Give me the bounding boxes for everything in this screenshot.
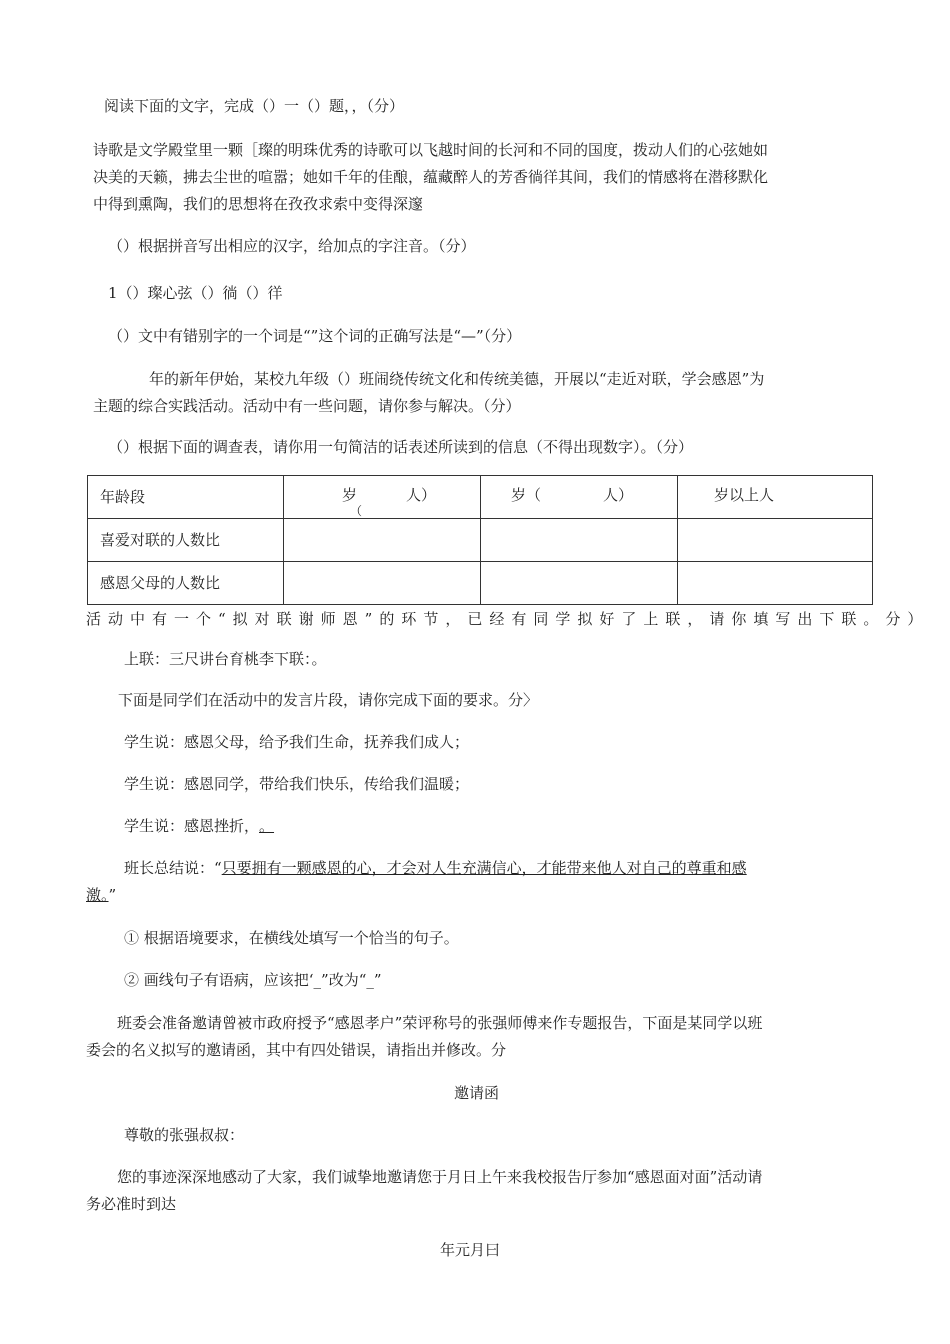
answer-blank[interactable]: 。 — [259, 817, 275, 835]
table-header-cell: 岁（ — [511, 486, 542, 504]
underlined-sentence: 激。 — [86, 886, 109, 904]
monitor-summary-cont — [86, 885, 116, 905]
activity-intro-line: 年的新年伊始，某校九年级（）班闹绕传统文化和传统美德，开展以“走近对联，学会感恩”为 — [149, 370, 765, 388]
passage-line: 决美的天籁，拂去尘世的喧嚣；她如千年的佳酿，蕴藏醉人的芳香徜徉其间，我们的情感将在潜移默化 — [93, 168, 769, 186]
passage-line: 中得到熏陶，我们的思想将在孜孜求索中变得深邃 — [93, 195, 424, 213]
table-cell — [481, 519, 678, 562]
question-4: 活动中有一个“拟对联谢师恩”的环节，已经有同学拟好了上联，请你填写出下联。分） — [86, 610, 930, 628]
invitation-body: 务必准时到达 — [86, 1195, 177, 1213]
table-cell — [678, 562, 873, 605]
summary-prefix: 班长总结说：“ — [124, 859, 222, 877]
couplet-line: 上联：三尺讲台育桃李下联：。 — [124, 650, 327, 668]
requirement-1: ① 根据语境要求，在横线处填写一个恰当的句子。 — [124, 929, 459, 947]
table-header-cell: 人） — [406, 486, 437, 504]
table-header-cell: （ — [350, 504, 363, 518]
table-cell — [481, 562, 678, 605]
invitation-date: 年元月曰 — [440, 1241, 501, 1259]
question-1-blanks: 1（）璨心弦（）徜（）徉 — [108, 284, 283, 302]
question-1: （）根据拼音写出相应的汉字，给加点的字注音。（分） — [108, 237, 476, 255]
student-speech: 学生说：感恩同学，带给我们快乐，传给我们温暖； — [124, 775, 470, 793]
student-speech — [124, 816, 287, 836]
survey-table — [87, 475, 873, 605]
question-3: （）根据下面的调查表，请你用一句简洁的话表述所读到的信息（不得出现数字）。（分） — [108, 438, 694, 456]
table-cell — [284, 562, 481, 605]
reading-instruction: 阅读下面的文字，完成（）一（）题，，（分） — [104, 97, 405, 115]
summary-suffix: ” — [108, 886, 117, 904]
question-2: （）文中有错别字的一个词是“”这个词的正确写法是“—”（分） — [108, 327, 522, 345]
question-5: 下面是同学们在活动中的发言片段，请你完成下面的要求。分〉 — [118, 691, 539, 709]
table-header-cell: 年龄段 — [100, 488, 146, 506]
invitation-body: 您的事迹深深地感动了大家，我们诚挚地邀请您于月日上午来我校报告厅参加“感恩面对面”活动请 — [117, 1168, 763, 1186]
passage-line: 诗歌是文学殿堂里一颗［璨的明珠优秀的诗歌可以飞越时间的长河和不同的国度，拨动人们的心弦她如 — [93, 141, 769, 159]
table-row — [88, 519, 873, 562]
invitation-question: 班委会准备邀请曾被市政府授予“感恩孝户”荣评称号的张强师傅来作专题报告，下面是某同学以班 — [117, 1014, 763, 1032]
underlined-sentence: 只要拥有一颗感恩的心，才会对人生充满信心，才能带来他人对自己的尊重和感 — [221, 859, 747, 877]
activity-intro-line: 主题的综合实践活动。活动中有一些问题，请你参与解决。（分） — [93, 397, 521, 415]
table-row-label: 喜爱对联的人数比 — [100, 531, 221, 549]
requirement-2: ② 画线句子有语病，应该把‘_”改为“_” — [124, 971, 382, 989]
invitation-greeting: 尊敬的张强叔叔： — [124, 1126, 245, 1144]
table-cell — [284, 519, 481, 562]
table-cell — [678, 519, 873, 562]
invitation-question: 委会的名义拟写的邀请函，其中有四处错误，请指出并修改。分 — [86, 1041, 507, 1059]
speech-text: 学生说：感恩挫折， — [124, 817, 260, 835]
invitation-title: 邀请函 — [454, 1084, 500, 1102]
student-speech: 学生说：感恩父母，给予我们生命，抚养我们成人； — [124, 733, 470, 751]
table-row — [88, 562, 873, 605]
monitor-summary — [124, 858, 747, 878]
table-header-cell: 岁以上人 — [714, 486, 775, 504]
table-header-cell: 岁 — [342, 486, 358, 504]
table-header-cell: 人） — [603, 486, 634, 504]
table-row-label: 感恩父母的人数比 — [100, 574, 221, 592]
table-header-row — [88, 476, 873, 519]
